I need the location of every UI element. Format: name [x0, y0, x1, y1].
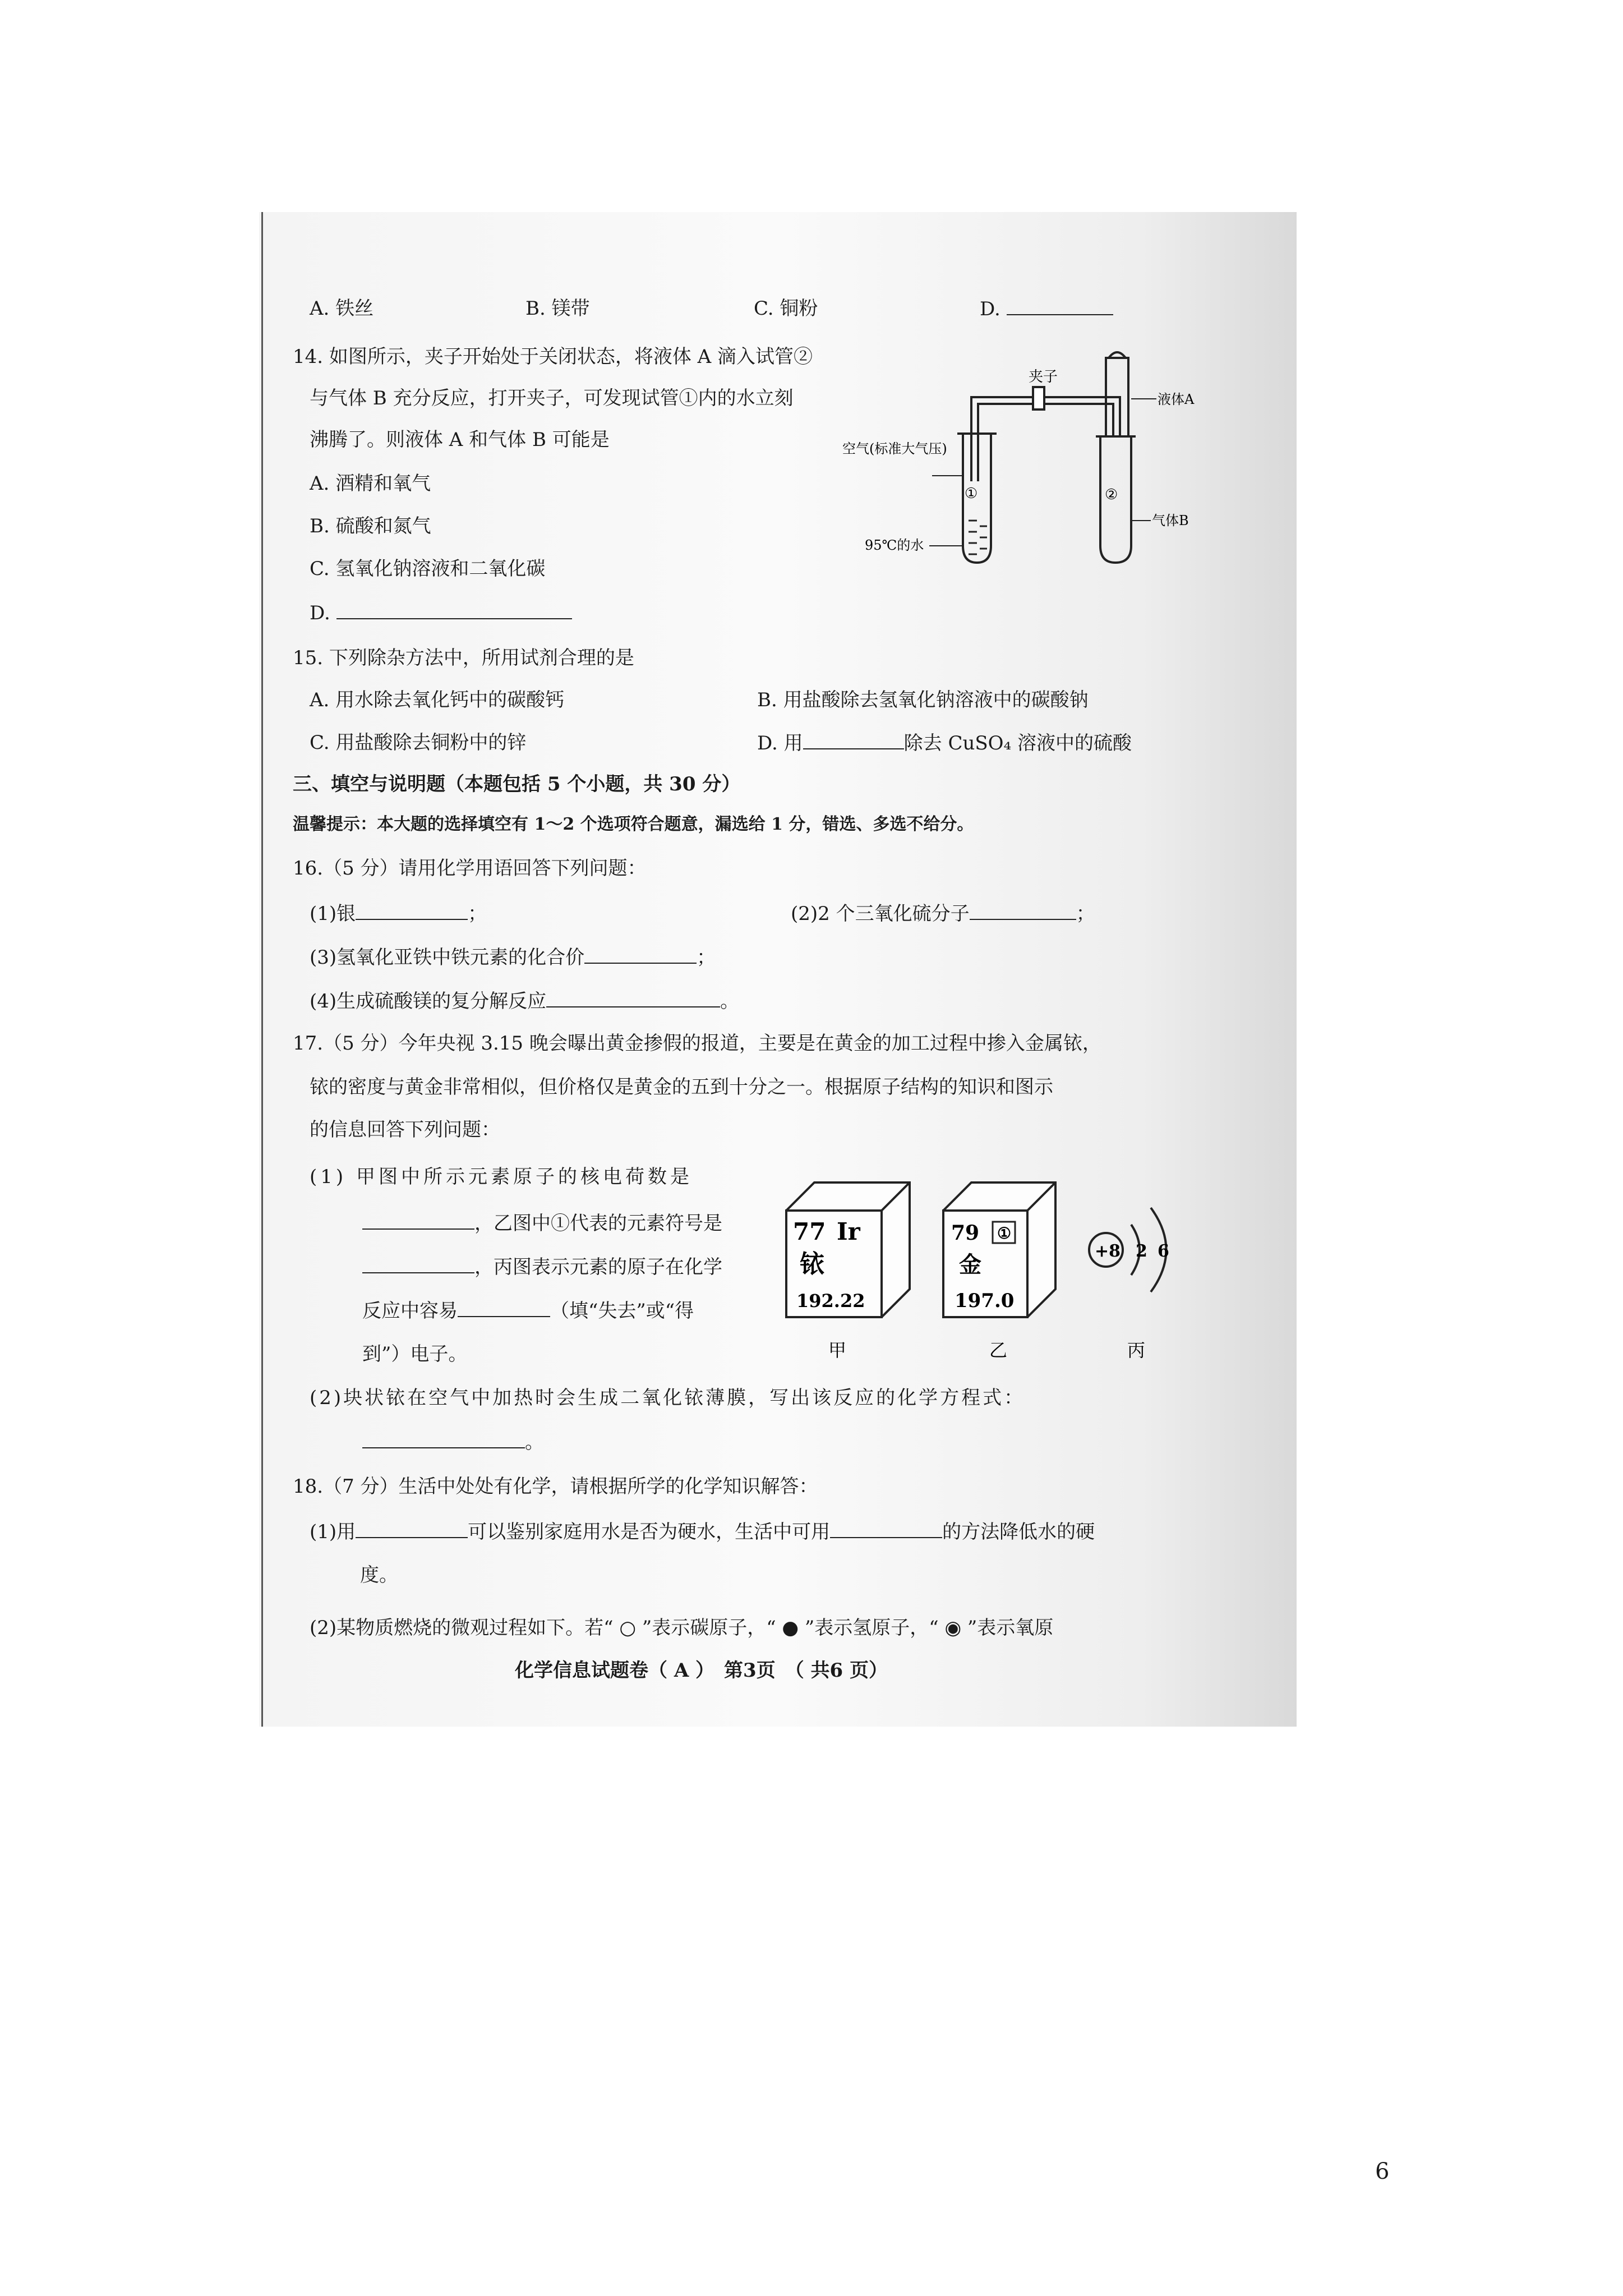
- q15-option-c: C. 用盐酸除去铜粉中的锌: [310, 731, 527, 754]
- yi-atomic-number: 79: [951, 1221, 980, 1245]
- q18-part-1-cont: 度。: [360, 1564, 398, 1586]
- q14-option-b: B. 硫酸和氮气: [310, 515, 431, 537]
- q15-stem: 15. 下列除杂方法中，所用试剂合理的是: [293, 647, 634, 669]
- q14-option-c: C. 氢氧化钠溶液和二氧化碳: [310, 558, 546, 580]
- q17-part-1-line-a: (1) 甲图中所示元素原子的核电荷数是: [310, 1166, 693, 1188]
- scan-margin-line: [261, 212, 263, 1727]
- answer-blank: [362, 1255, 474, 1273]
- answer-blank: [458, 1299, 550, 1317]
- q17-line-1: 17.（5 分）今年央视 3.15 晚会曝出黄金掺假的报道，主要是在黄金的加工过程中掺入金属铱，: [293, 1032, 1101, 1055]
- jia-symbol: Ir: [837, 1218, 860, 1245]
- connecting-tube: [971, 397, 1120, 481]
- jia-atomic-mass: 192.22: [796, 1290, 865, 1312]
- section-3-hint: 温馨提示：本大题的选择填空有 1～2 个选项符合题意，漏选给 1 分，错选、多选不给分。: [293, 815, 974, 834]
- q16-part-4: (4)生成硫酸镁的复分解反应 。: [310, 990, 740, 1013]
- q15-option-a: A. 用水除去氧化钙中的碳酸钙: [310, 689, 565, 711]
- label-tube-1: ①: [965, 485, 978, 502]
- answer-blank: [546, 990, 720, 1007]
- yi-symbol: ①: [997, 1224, 1012, 1243]
- bing-shell-1-electrons: 2: [1136, 1241, 1147, 1261]
- label-clip: 夹子: [1029, 369, 1058, 385]
- q13-option-b: B. 镁带: [525, 297, 590, 320]
- jia-atomic-number: 77: [793, 1218, 826, 1245]
- label-tube-2: ②: [1105, 486, 1118, 503]
- answer-blank: [970, 902, 1076, 920]
- q17-element-figures: [781, 1177, 1207, 1379]
- q14-line-2: 与气体 B 充分反应，打开夹子，可发现试管①内的水立刻: [310, 387, 794, 409]
- q15-option-b: B. 用盐酸除去氢氧化钠溶液中的碳酸钠: [757, 689, 1089, 711]
- q16-part-1: (1)银 ；: [310, 903, 487, 925]
- clip-icon: [1033, 387, 1044, 409]
- q16-part-2: (2)2 个三氧化硫分子 ；: [791, 903, 1095, 925]
- answer-blank: [362, 1212, 474, 1230]
- label-water: 95℃的水: [865, 537, 924, 553]
- answer-blank: [356, 1520, 468, 1538]
- page-footer: 化学信息试题卷（ A ） 第3页 （ 共6 页）: [515, 1659, 888, 1682]
- yi-atomic-mass: 197.0: [955, 1290, 1015, 1312]
- jia-label: 甲: [828, 1340, 847, 1361]
- answer-blank: [584, 946, 697, 964]
- q17-part-1-line-c: ，丙图表示元素的原子在化学: [362, 1255, 722, 1278]
- q17-part-2: (2)块状铱在空气中加热时会生成二氧化铱薄膜，写出该反应的化学方程式：: [310, 1387, 1026, 1409]
- page-number: 6: [1375, 2159, 1390, 2184]
- yi-label: 乙: [989, 1340, 1008, 1361]
- section-3-title: 三、填空与说明题（本题包括 5 个小题，共 30 分）: [293, 773, 741, 795]
- scanned-exam-page: [259, 212, 1297, 1727]
- q14-line-3: 沸腾了。则液体 A 和气体 B 可能是: [310, 429, 610, 451]
- q17-part-2-answer: 。: [362, 1430, 544, 1453]
- q17-part-1-line-f: 到”）电子。: [362, 1343, 468, 1365]
- q14-line-1: 14. 如图所示，夹子开始处于关闭状态，将液体 A 滴入试管②: [293, 346, 813, 368]
- label-air: 空气(标准大气压): [842, 441, 947, 457]
- q15-option-d: D. 用 除去 CuSO₄ 溶液中的硫酸: [757, 732, 1132, 754]
- jia-element-name: 铱: [800, 1250, 824, 1278]
- q18-part-2: (2)某物质燃烧的微观过程如下。若“ ○ ”表示碳原子，“ ● ”表示氢原子，“ ◉ ”表示氧原: [310, 1617, 1054, 1639]
- q18-part-1: (1)用 可以鉴别家庭用水是否为硬水，生活中可用 的方法降低水的硬: [310, 1521, 1095, 1543]
- answer-blank: [336, 601, 572, 619]
- answer-blank: [1007, 297, 1113, 315]
- q16-stem: 16.（5 分）请用化学用语回答下列问题：: [293, 857, 647, 880]
- q17-line-2: 铱的密度与黄金非常相似，但价格仅是黄金的五到十分之一。根据原子结构的知识和图示: [310, 1076, 1053, 1098]
- bing-shell-2-electrons: 6: [1158, 1241, 1169, 1261]
- label-liquid-a: 液体A: [1158, 392, 1195, 407]
- yi-element-name: 金: [959, 1251, 981, 1278]
- q17-part-1-line-b: ，乙图中①代表的元素符号是: [362, 1212, 722, 1235]
- answer-blank: [830, 1520, 942, 1538]
- bing-nuclear-charge: +8: [1095, 1241, 1121, 1261]
- answer-blank: [803, 731, 904, 749]
- q17-part-1-line-d: 反应中容易 （填“失去”或“得: [362, 1300, 694, 1322]
- answer-blank: [356, 902, 468, 920]
- bing-label: 丙: [1127, 1340, 1146, 1361]
- q13-option-a: A. 铁丝: [310, 297, 374, 320]
- q16-part-3: (3)氢氧化亚铁中铁元素的化合价 ；: [310, 946, 716, 969]
- q14-option-d: D.: [310, 601, 572, 624]
- q14-option-a: A. 酒精和氧气: [310, 472, 431, 495]
- q17-line-3: 的信息回答下列问题：: [310, 1119, 500, 1141]
- q18-stem: 18.（7 分）生活中处处有化学，请根据所学的化学知识解答：: [293, 1475, 818, 1498]
- q13-option-c: C. 铜粉: [754, 297, 818, 320]
- q13-option-d: D.: [980, 297, 1113, 320]
- answer-blank: [362, 1430, 525, 1448]
- label-gas-b: 气体B: [1152, 513, 1189, 528]
- q14-apparatus-figure: [842, 352, 1201, 588]
